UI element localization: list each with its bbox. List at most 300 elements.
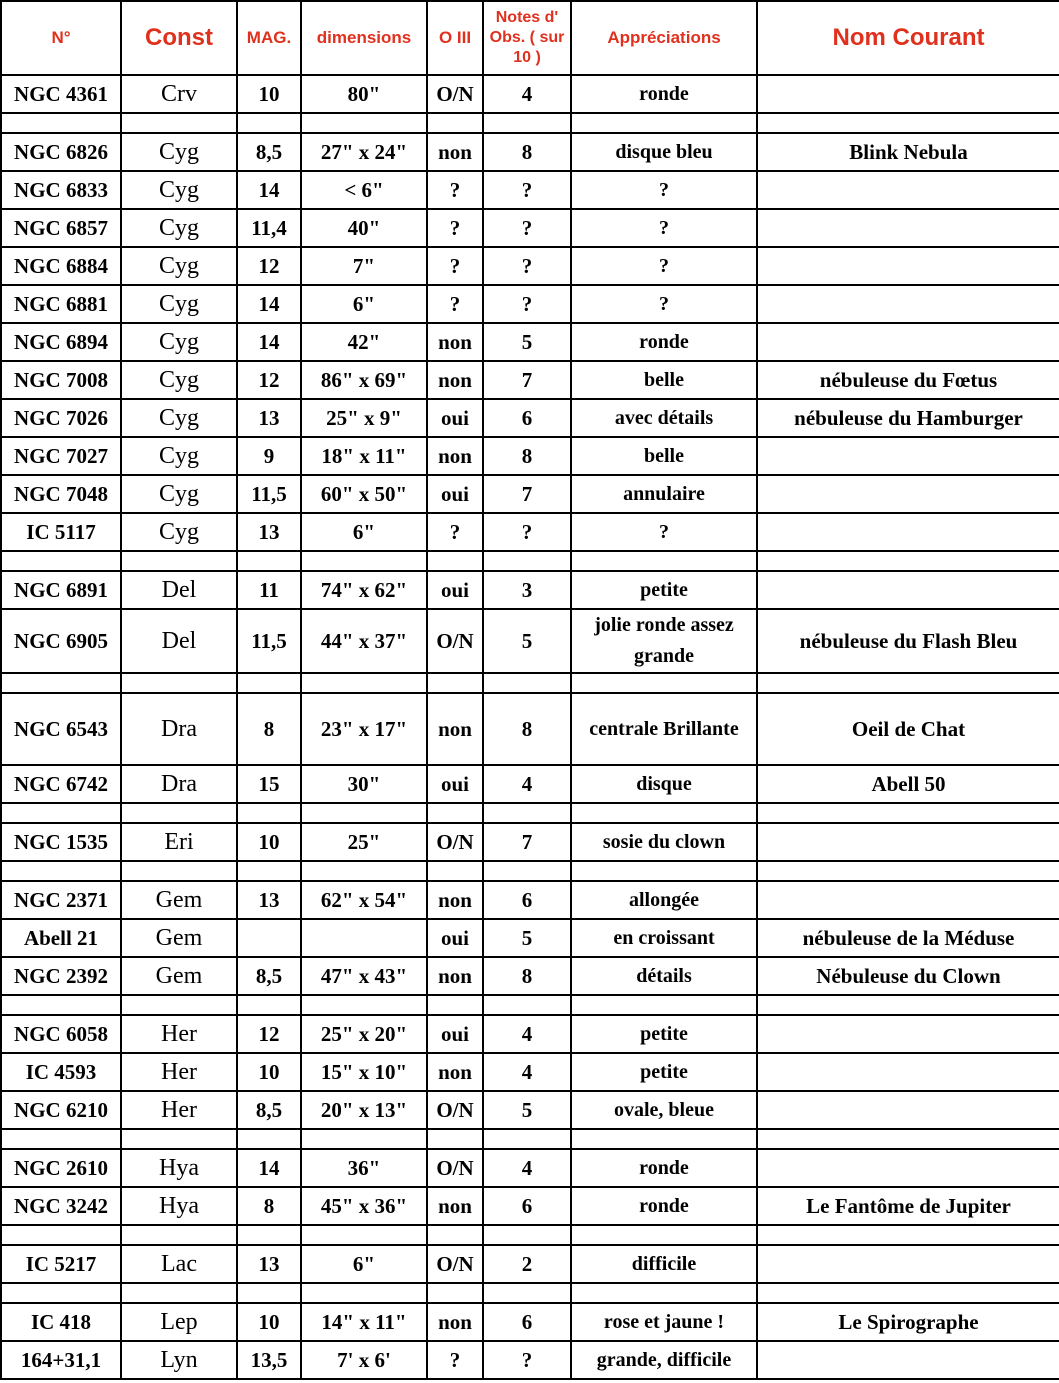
cell-no: Abell 21 xyxy=(1,919,121,957)
table-row xyxy=(1,1053,1059,1091)
separator-cell xyxy=(301,1129,427,1149)
separator-cell xyxy=(237,551,301,571)
cell-const: Dra xyxy=(121,765,237,803)
cell-dim: 6" xyxy=(301,513,427,551)
cell-note: 8 xyxy=(483,693,571,765)
separator-cell xyxy=(1,113,121,133)
separator-cell xyxy=(237,1129,301,1149)
cell-nom: nébuleuse du Fœtus xyxy=(757,361,1059,399)
cell-note: ? xyxy=(483,285,571,323)
cell-mag: 8,5 xyxy=(237,957,301,995)
separator-cell xyxy=(1,551,121,571)
cell-oiii: O/N xyxy=(427,1149,483,1187)
separator-cell xyxy=(237,803,301,823)
cell-mag: 14 xyxy=(237,1149,301,1187)
separator-cell xyxy=(483,113,571,133)
cell-nom xyxy=(757,75,1059,113)
cell-no: NGC 2610 xyxy=(1,1149,121,1187)
cell-nom xyxy=(757,1053,1059,1091)
cell-note: 7 xyxy=(483,475,571,513)
cell-no: NGC 6894 xyxy=(1,323,121,361)
cell-oiii: ? xyxy=(427,247,483,285)
separator-cell xyxy=(301,1283,427,1303)
separator-row xyxy=(1,1129,1059,1149)
cell-note: 7 xyxy=(483,823,571,861)
separator-cell xyxy=(757,861,1059,881)
separator-cell xyxy=(237,995,301,1015)
cell-oiii: oui xyxy=(427,475,483,513)
separator-row xyxy=(1,673,1059,693)
cell-const: Gem xyxy=(121,881,237,919)
cell-nom xyxy=(757,1149,1059,1187)
separator-cell xyxy=(237,673,301,693)
cell-dim: 20" x 13" xyxy=(301,1091,427,1129)
cell-note: 7 xyxy=(483,361,571,399)
table-row xyxy=(1,171,1059,209)
header-dimensions: dimensions xyxy=(301,1,427,75)
table-row xyxy=(1,881,1059,919)
cell-oiii: ? xyxy=(427,513,483,551)
cell-note: 6 xyxy=(483,1187,571,1225)
cell-oiii: non xyxy=(427,133,483,171)
separator-cell xyxy=(301,1225,427,1245)
cell-app: détails xyxy=(571,957,757,995)
cell-no: NGC 6884 xyxy=(1,247,121,285)
cell-oiii: ? xyxy=(427,1341,483,1379)
cell-no: IC 4593 xyxy=(1,1053,121,1091)
table-row xyxy=(1,823,1059,861)
cell-mag: 10 xyxy=(237,1053,301,1091)
cell-nom xyxy=(757,881,1059,919)
separator-cell xyxy=(427,1283,483,1303)
separator-cell xyxy=(237,113,301,133)
separator-cell xyxy=(1,995,121,1015)
separator-cell xyxy=(571,861,757,881)
separator-cell xyxy=(121,113,237,133)
cell-dim: 60" x 50" xyxy=(301,475,427,513)
cell-mag: 8,5 xyxy=(237,133,301,171)
table-body xyxy=(1,75,1059,1379)
cell-note: ? xyxy=(483,171,571,209)
cell-note: 8 xyxy=(483,133,571,171)
cell-app: belle xyxy=(571,437,757,475)
separator-cell xyxy=(483,551,571,571)
separator-cell xyxy=(427,551,483,571)
cell-oiii: non xyxy=(427,437,483,475)
cell-dim: 25" x 9" xyxy=(301,399,427,437)
separator-cell xyxy=(1,673,121,693)
cell-mag: 10 xyxy=(237,75,301,113)
cell-mag: 13 xyxy=(237,399,301,437)
cell-app: rose et jaune ! xyxy=(571,1303,757,1341)
cell-const: Crv xyxy=(121,75,237,113)
cell-app: ronde xyxy=(571,1149,757,1187)
cell-app: ? xyxy=(571,209,757,247)
cell-oiii: non xyxy=(427,693,483,765)
table-row xyxy=(1,513,1059,551)
separator-cell xyxy=(121,1129,237,1149)
table-row xyxy=(1,1149,1059,1187)
cell-const: Cyg xyxy=(121,513,237,551)
cell-no: NGC 7008 xyxy=(1,361,121,399)
separator-cell xyxy=(571,995,757,1015)
table-row xyxy=(1,571,1059,609)
separator-row xyxy=(1,803,1059,823)
table-row xyxy=(1,1303,1059,1341)
cell-mag: 13 xyxy=(237,1245,301,1283)
cell-note: 5 xyxy=(483,1091,571,1129)
separator-cell xyxy=(483,1283,571,1303)
header-notes: Notes d' Obs. ( sur 10 ) xyxy=(483,1,571,75)
cell-mag: 11,5 xyxy=(237,475,301,513)
separator-row xyxy=(1,1225,1059,1245)
cell-no: NGC 6826 xyxy=(1,133,121,171)
header-row xyxy=(1,1,1059,75)
table-row xyxy=(1,209,1059,247)
cell-nom xyxy=(757,323,1059,361)
cell-dim: 45" x 36" xyxy=(301,1187,427,1225)
separator-cell xyxy=(427,1129,483,1149)
separator-cell xyxy=(571,551,757,571)
separator-cell xyxy=(483,861,571,881)
separator-cell xyxy=(121,1225,237,1245)
cell-app: ? xyxy=(571,247,757,285)
cell-oiii: ? xyxy=(427,285,483,323)
table-row xyxy=(1,475,1059,513)
cell-nom xyxy=(757,285,1059,323)
separator-cell xyxy=(757,113,1059,133)
cell-mag: 14 xyxy=(237,323,301,361)
cell-oiii: O/N xyxy=(427,1245,483,1283)
cell-dim: < 6" xyxy=(301,171,427,209)
cell-dim: 40" xyxy=(301,209,427,247)
cell-app: disque bleu xyxy=(571,133,757,171)
cell-app: petite xyxy=(571,1015,757,1053)
cell-const: Her xyxy=(121,1015,237,1053)
separator-cell xyxy=(427,861,483,881)
cell-no: NGC 4361 xyxy=(1,75,121,113)
cell-app: ronde xyxy=(571,323,757,361)
cell-mag: 14 xyxy=(237,171,301,209)
cell-oiii: O/N xyxy=(427,1091,483,1129)
cell-note: ? xyxy=(483,513,571,551)
cell-const: Gem xyxy=(121,957,237,995)
cell-dim: 30" xyxy=(301,765,427,803)
cell-oiii: non xyxy=(427,881,483,919)
cell-mag xyxy=(237,919,301,957)
cell-note: 4 xyxy=(483,1149,571,1187)
cell-app: avec détails xyxy=(571,399,757,437)
cell-app: jolie ronde assez grande xyxy=(571,609,757,673)
separator-row xyxy=(1,1283,1059,1303)
cell-nom: Oeil de Chat xyxy=(757,693,1059,765)
cell-no: NGC 3242 xyxy=(1,1187,121,1225)
cell-nom xyxy=(757,1341,1059,1379)
cell-mag: 13 xyxy=(237,881,301,919)
cell-nom xyxy=(757,1091,1059,1129)
cell-oiii: oui xyxy=(427,919,483,957)
table-row xyxy=(1,693,1059,765)
cell-app: ovale, bleue xyxy=(571,1091,757,1129)
table-row xyxy=(1,609,1059,673)
table-row xyxy=(1,765,1059,803)
cell-mag: 15 xyxy=(237,765,301,803)
cell-app: grande, difficile xyxy=(571,1341,757,1379)
cell-no: IC 5217 xyxy=(1,1245,121,1283)
separator-cell xyxy=(483,1225,571,1245)
cell-note: 4 xyxy=(483,765,571,803)
table-row xyxy=(1,361,1059,399)
cell-oiii: oui xyxy=(427,571,483,609)
cell-oiii: ? xyxy=(427,209,483,247)
table-row xyxy=(1,919,1059,957)
table-row xyxy=(1,323,1059,361)
cell-dim: 23" x 17" xyxy=(301,693,427,765)
cell-const: Gem xyxy=(121,919,237,957)
cell-mag: 8,5 xyxy=(237,1091,301,1129)
separator-row xyxy=(1,995,1059,1015)
cell-app: petite xyxy=(571,1053,757,1091)
cell-nom: nébuleuse de la Méduse xyxy=(757,919,1059,957)
table-row xyxy=(1,957,1059,995)
cell-note: 4 xyxy=(483,1053,571,1091)
separator-cell xyxy=(483,1129,571,1149)
cell-no: NGC 6742 xyxy=(1,765,121,803)
cell-note: 8 xyxy=(483,957,571,995)
cell-app: centrale Brillante xyxy=(571,693,757,765)
cell-dim: 36" xyxy=(301,1149,427,1187)
header-mag: MAG. xyxy=(237,1,301,75)
cell-no: NGC 6905 xyxy=(1,609,121,673)
separator-cell xyxy=(571,1283,757,1303)
table-row xyxy=(1,133,1059,171)
table-row xyxy=(1,247,1059,285)
separator-cell xyxy=(427,113,483,133)
separator-cell xyxy=(121,995,237,1015)
cell-dim: 14" x 11" xyxy=(301,1303,427,1341)
cell-dim: 15" x 10" xyxy=(301,1053,427,1091)
header-nom-courant: Nom Courant xyxy=(757,1,1059,75)
separator-cell xyxy=(301,551,427,571)
cell-no: NGC 7027 xyxy=(1,437,121,475)
header-oiii: O III xyxy=(427,1,483,75)
cell-const: Cyg xyxy=(121,475,237,513)
separator-cell xyxy=(301,995,427,1015)
cell-no: NGC 1535 xyxy=(1,823,121,861)
cell-dim: 74" x 62" xyxy=(301,571,427,609)
cell-const: Lyn xyxy=(121,1341,237,1379)
separator-cell xyxy=(121,551,237,571)
cell-const: Cyg xyxy=(121,437,237,475)
cell-nom xyxy=(757,823,1059,861)
cell-mag: 10 xyxy=(237,823,301,861)
cell-const: Cyg xyxy=(121,209,237,247)
cell-nom xyxy=(757,475,1059,513)
separator-cell xyxy=(757,995,1059,1015)
separator-cell xyxy=(571,803,757,823)
cell-oiii: O/N xyxy=(427,609,483,673)
cell-const: Lep xyxy=(121,1303,237,1341)
cell-no: NGC 2371 xyxy=(1,881,121,919)
cell-dim: 27" x 24" xyxy=(301,133,427,171)
cell-const: Cyg xyxy=(121,285,237,323)
cell-no: 164+31,1 xyxy=(1,1341,121,1379)
cell-oiii: ? xyxy=(427,171,483,209)
cell-nom xyxy=(757,209,1059,247)
cell-app: ronde xyxy=(571,75,757,113)
cell-note: 6 xyxy=(483,881,571,919)
header-appreciations: Appréciations xyxy=(571,1,757,75)
cell-oiii: non xyxy=(427,1187,483,1225)
cell-no: NGC 6833 xyxy=(1,171,121,209)
cell-note: 5 xyxy=(483,919,571,957)
cell-no: NGC 7048 xyxy=(1,475,121,513)
cell-note: 5 xyxy=(483,609,571,673)
cell-app: belle xyxy=(571,361,757,399)
separator-cell xyxy=(757,803,1059,823)
cell-mag: 8 xyxy=(237,1187,301,1225)
table-row xyxy=(1,437,1059,475)
cell-mag: 12 xyxy=(237,247,301,285)
cell-mag: 11,5 xyxy=(237,609,301,673)
cell-app: difficile xyxy=(571,1245,757,1283)
cell-const: Cyg xyxy=(121,247,237,285)
separator-row xyxy=(1,113,1059,133)
cell-dim: 6" xyxy=(301,285,427,323)
separator-cell xyxy=(237,1225,301,1245)
cell-note: 6 xyxy=(483,399,571,437)
cell-dim: 86" x 69" xyxy=(301,361,427,399)
separator-cell xyxy=(571,1225,757,1245)
cell-const: Del xyxy=(121,609,237,673)
separator-cell xyxy=(483,803,571,823)
cell-nom: nébuleuse du Flash Bleu xyxy=(757,609,1059,673)
cell-mag: 11 xyxy=(237,571,301,609)
cell-nom xyxy=(757,1245,1059,1283)
cell-nom: Nébuleuse du Clown xyxy=(757,957,1059,995)
separator-cell xyxy=(427,803,483,823)
cell-const: Eri xyxy=(121,823,237,861)
cell-app: ? xyxy=(571,171,757,209)
cell-oiii: non xyxy=(427,1303,483,1341)
cell-note: 4 xyxy=(483,1015,571,1053)
cell-mag: 14 xyxy=(237,285,301,323)
cell-mag: 9 xyxy=(237,437,301,475)
cell-no: NGC 7026 xyxy=(1,399,121,437)
cell-nom xyxy=(757,437,1059,475)
cell-no: IC 5117 xyxy=(1,513,121,551)
cell-app: ? xyxy=(571,285,757,323)
separator-cell xyxy=(427,1225,483,1245)
cell-note: ? xyxy=(483,209,571,247)
separator-cell xyxy=(1,1283,121,1303)
cell-note: 3 xyxy=(483,571,571,609)
separator-cell xyxy=(1,1129,121,1149)
separator-cell xyxy=(1,803,121,823)
cell-dim: 47" x 43" xyxy=(301,957,427,995)
separator-cell xyxy=(571,113,757,133)
cell-oiii: non xyxy=(427,323,483,361)
cell-no: NGC 2392 xyxy=(1,957,121,995)
table-row xyxy=(1,1091,1059,1129)
separator-cell xyxy=(427,673,483,693)
cell-app: petite xyxy=(571,571,757,609)
separator-cell xyxy=(483,995,571,1015)
separator-cell xyxy=(121,673,237,693)
cell-note: 6 xyxy=(483,1303,571,1341)
separator-cell xyxy=(1,1225,121,1245)
cell-nom: Le Fantôme de Jupiter xyxy=(757,1187,1059,1225)
separator-cell xyxy=(757,551,1059,571)
table-row xyxy=(1,1245,1059,1283)
cell-const: Her xyxy=(121,1053,237,1091)
cell-dim: 44" x 37" xyxy=(301,609,427,673)
cell-oiii: oui xyxy=(427,1015,483,1053)
cell-note: 5 xyxy=(483,323,571,361)
cell-nom: nébuleuse du Hamburger xyxy=(757,399,1059,437)
separator-row xyxy=(1,551,1059,571)
separator-cell xyxy=(571,1129,757,1149)
cell-dim: 6" xyxy=(301,1245,427,1283)
cell-app: disque xyxy=(571,765,757,803)
cell-const: Hya xyxy=(121,1187,237,1225)
cell-nom xyxy=(757,513,1059,551)
cell-nom xyxy=(757,1015,1059,1053)
cell-const: Cyg xyxy=(121,171,237,209)
cell-oiii: non xyxy=(427,361,483,399)
cell-nom xyxy=(757,247,1059,285)
cell-dim: 7" xyxy=(301,247,427,285)
cell-const: Cyg xyxy=(121,323,237,361)
separator-cell xyxy=(571,673,757,693)
cell-mag: 12 xyxy=(237,1015,301,1053)
cell-no: IC 418 xyxy=(1,1303,121,1341)
cell-const: Her xyxy=(121,1091,237,1129)
separator-cell xyxy=(757,1225,1059,1245)
cell-mag: 13,5 xyxy=(237,1341,301,1379)
cell-const: Cyg xyxy=(121,399,237,437)
cell-note: 8 xyxy=(483,437,571,475)
cell-nom: Le Spirographe xyxy=(757,1303,1059,1341)
cell-note: 4 xyxy=(483,75,571,113)
separator-cell xyxy=(121,861,237,881)
header-const: Const xyxy=(121,1,237,75)
separator-cell xyxy=(301,861,427,881)
cell-const: Cyg xyxy=(121,361,237,399)
cell-no: NGC 6058 xyxy=(1,1015,121,1053)
cell-app: en croissant xyxy=(571,919,757,957)
cell-mag: 13 xyxy=(237,513,301,551)
separator-cell xyxy=(301,673,427,693)
cell-app: ronde xyxy=(571,1187,757,1225)
cell-const: Lac xyxy=(121,1245,237,1283)
cell-app: allongée xyxy=(571,881,757,919)
cell-note: ? xyxy=(483,247,571,285)
table-row xyxy=(1,1187,1059,1225)
cell-no: NGC 6543 xyxy=(1,693,121,765)
cell-nom: Abell 50 xyxy=(757,765,1059,803)
cell-const: Cyg xyxy=(121,133,237,171)
table-row xyxy=(1,285,1059,323)
separator-cell xyxy=(757,673,1059,693)
cell-app: sosie du clown xyxy=(571,823,757,861)
separator-cell xyxy=(757,1283,1059,1303)
separator-cell xyxy=(427,995,483,1015)
cell-oiii: non xyxy=(427,1053,483,1091)
cell-app: annulaire xyxy=(571,475,757,513)
separator-cell xyxy=(483,673,571,693)
cell-dim: 7' x 6' xyxy=(301,1341,427,1379)
